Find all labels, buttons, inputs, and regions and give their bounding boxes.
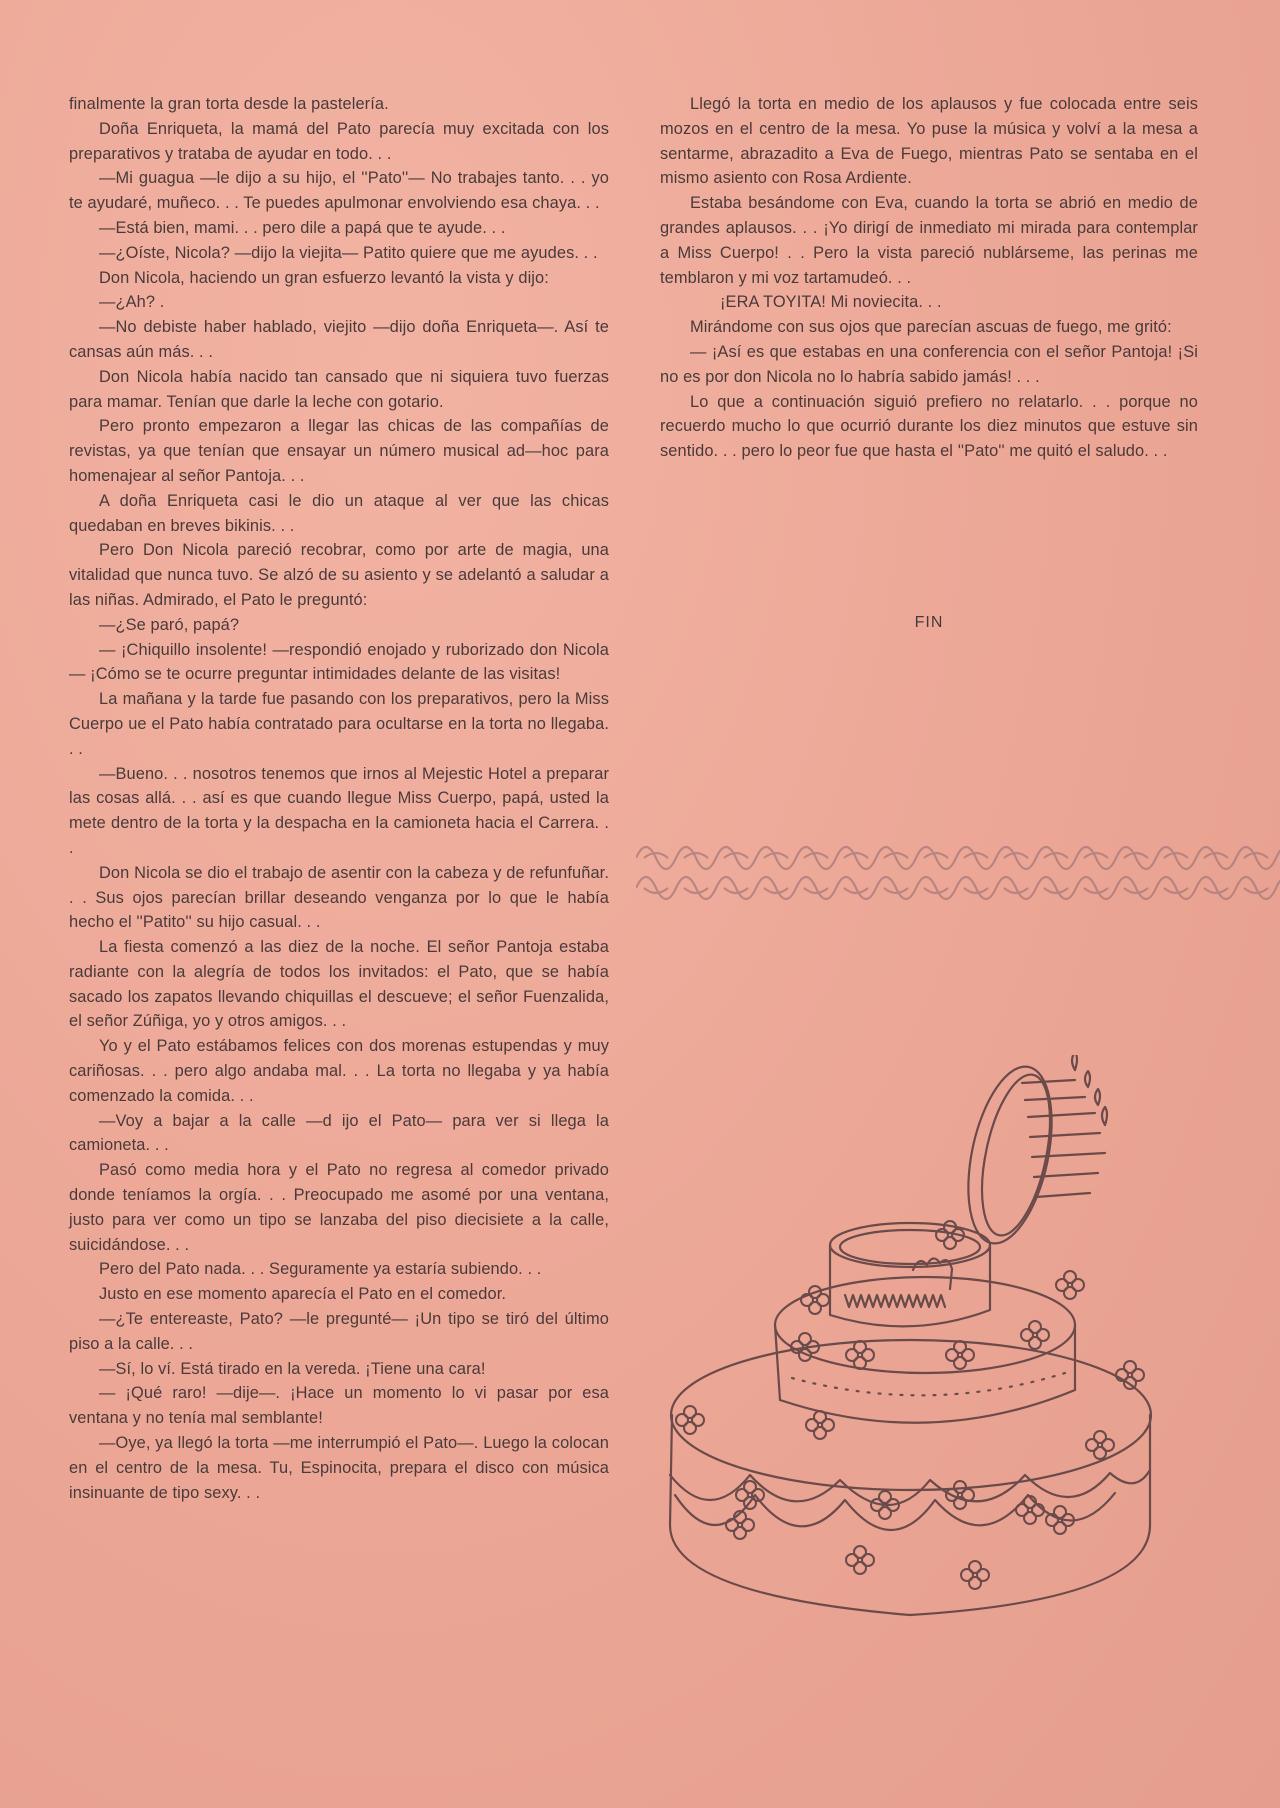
cake-flower	[846, 1341, 874, 1369]
cake-flower	[946, 1341, 974, 1369]
paragraph: —Bueno. . . nosotros tenemos que irnos al Mejestic Hotel a preparar las cosas allá. . . así es que cuando llegue Miss Cuerpo, papá, usted la mete dentro de la torta y la despacha en la camioneta hacia el Carrera. . .	[69, 764, 609, 857]
cake-illustration	[630, 1055, 1200, 1680]
cake-flower	[1021, 1321, 1049, 1349]
paragraph: —¿Ah? .	[99, 293, 165, 312]
cake-flower	[1056, 1271, 1084, 1299]
paragraph: —¿Se paró, papá?	[99, 615, 240, 634]
cake-flower	[1086, 1431, 1114, 1459]
paragraph: —No debiste haber hablado, viejito —dijo doña Enriqueta—. Así te cansas aún más. . .	[69, 318, 609, 361]
paragraph: A doña Enriqueta casi le dio un ataque al ver que las chicas quedaban en breves bikinis. . .	[69, 491, 609, 535]
paragraph: Llegó la torta en medio de los aplausos y fue colocada entre seis mozos en el centro de la mesa. Yo puse la música y volví a la mesa a sentarme, abrazadito a Eva de Fuego, mientras Pato se sentaba en el mismo asiento con Rosa Ardiente.	[660, 95, 1198, 188]
end-mark: FIN	[914, 614, 944, 631]
paragraph: La fiesta comenzó a las diez de la noche. El señor Pantoja estaba radiante con la alegría de todos los invitados: el Pato, que se había sacado los zapatos llevando chiquillas el descueve; el señor Fuenzalida, el señor Zúñiga, yo y otros amigos. . .	[69, 938, 609, 1031]
paragraph: —¿Te entereaste, Pato? —le pregunté— ¡Un tipo se tiró del último piso a la calle. . .	[69, 1310, 609, 1353]
paragraph: Justo en ese momento aparecía el Pato en el comedor.	[99, 1285, 507, 1304]
cake-flower	[676, 1406, 704, 1434]
paragraph: —Está bien, mami. . . pero dile a papá que te ayude. . .	[99, 218, 506, 237]
paragraph: Pasó como media hora y el Pato no regresa al comedor privado donde teníamos la orgía. . . Preocupado me asomé por una ventana, justo para ver como un tipo se lanzaba del piso diecisiete a la calle, suicidándose. . .	[69, 1161, 609, 1254]
paragraph: — ¡Qué raro! —dije—. ¡Hace un momento lo vi pasar por esa ventana y no tenía mal semblante!	[69, 1384, 609, 1428]
cake-flower	[1016, 1496, 1044, 1524]
paragraph: finalmente la gran torta desde la pastelería.	[69, 95, 389, 113]
cake-flower	[726, 1511, 754, 1539]
paragraph: Don Nicola se dio el trabajo de asentir con la cabeza y de refunfuñar. . . Sus ojos parecían brillar deseando venganza por lo que le había hecho el ''Patito'' su hijo casual. . .	[69, 863, 609, 932]
paragraph: Estaba besándome con Eva, cuando la torta se abrió en medio de grandes aplausos. . . ¡Yo dirigí de inmediato mi mirada para contemplar a Miss Cuerpo! . . Pero la vista pareció nublárseme, las perinas me temblaron y mi voz tartamudeó. . .	[660, 194, 1198, 287]
cake-flower	[846, 1546, 874, 1574]
left-column	[69, 92, 609, 1505]
paragraph: —Oye, ya llegó la torta —me interrumpió el Pato—. Luego la colocan en el centro de la mesa. Tu, Espinocita, prepara el disco con música insinuante de tipo sexy. . .	[69, 1434, 609, 1502]
right-column	[660, 92, 1198, 464]
paragraph: — ¡Así es que estabas en una conferencia con el señor Pantoja! ¡Si no es por don Nicola no lo habría sabido jamás! . . .	[660, 342, 1198, 386]
paragraph: Pero pronto empezaron a llegar las chicas de las compañías de revistas, ya que tenían que ensayar un número musical ad—hoc para homenajear al señor Pantoja. . .	[69, 417, 609, 485]
paragraph: Don Nicola había nacido tan cansado que ni siquiera tuvo fuerzas para mamar. Tenían que darle la leche con gotario.	[69, 367, 609, 411]
paragraph: Don Nicola, haciendo un gran esfuerzo levantó la vista y dijo:	[99, 268, 549, 287]
paragraph: Pero Don Nicola pareció recobrar, como por arte de magia, una vitalidad que nunca tuvo. Se alzó de su asiento y se adelantó a saludar a las niñas. Admirado, el Pato le preguntó:	[69, 541, 609, 609]
paragraph: Pero del Pato nada. . . Seguramente ya estaría subiendo. . .	[99, 1260, 542, 1279]
paragraph: Doña Enriqueta, la mamá del Pato parecía muy excitada con los preparativos y trataba de ayudar en todo. . .	[69, 119, 609, 163]
cake-flower	[806, 1411, 834, 1439]
paragraph: —Sí, lo ví. Está tirado en la vereda. ¡Tiene una cara!	[99, 1359, 486, 1378]
paragraph: —Voy a bajar a la calle —d ijo el Pato— para ver si llega la camioneta. . .	[69, 1111, 609, 1155]
cake-flower	[961, 1561, 989, 1589]
paragraph: —Mi guagua —le dijo a su hijo, el ''Pato''— No trabajes tanto. . . yo te ayudaré, muñeco. . . Te puedes apulmonar envolviendo esa chaya. . .	[69, 169, 609, 213]
paragraph: —¿Oíste, Nicola? —dijo la viejita— Patito quiere que me ayudes. . .	[99, 243, 598, 262]
paragraph: Lo que a continuación siguió prefiero no relatarlo. . . porque no recuerdo mucho lo que ocurrió durante los diez minutos que estuve sin sentido. . . pero lo peor fue que hasta el ''Pato'' me quitó el saludo. . .	[660, 392, 1198, 461]
paragraph: Mirándome con sus ojos que parecían ascuas de fuego, me gritó:	[690, 318, 1172, 337]
decorative-border	[636, 828, 1280, 910]
paragraph: La mañana y la tarde fue pasando con los preparativos, pero la Miss Cuerpo ue el Pato había contratado para ocultarse en la torta no llegaba. . .	[69, 690, 609, 758]
paragraph: Yo y el Pato estábamos felices con dos morenas estupendas y muy cariñosas. . . pero algo andaba mal. . . La torta no llegaba y ya había comenzado la comida. . .	[69, 1037, 609, 1105]
paragraph: — ¡Chiquillo insolente! —respondió enojado y ruborizado don Nicola— ¡Cómo se te ocurre preguntar intimidades delante de las visitas!	[69, 640, 609, 684]
paragraph: ¡ERA TOYITA! Mi noviecita. . .	[720, 293, 942, 312]
